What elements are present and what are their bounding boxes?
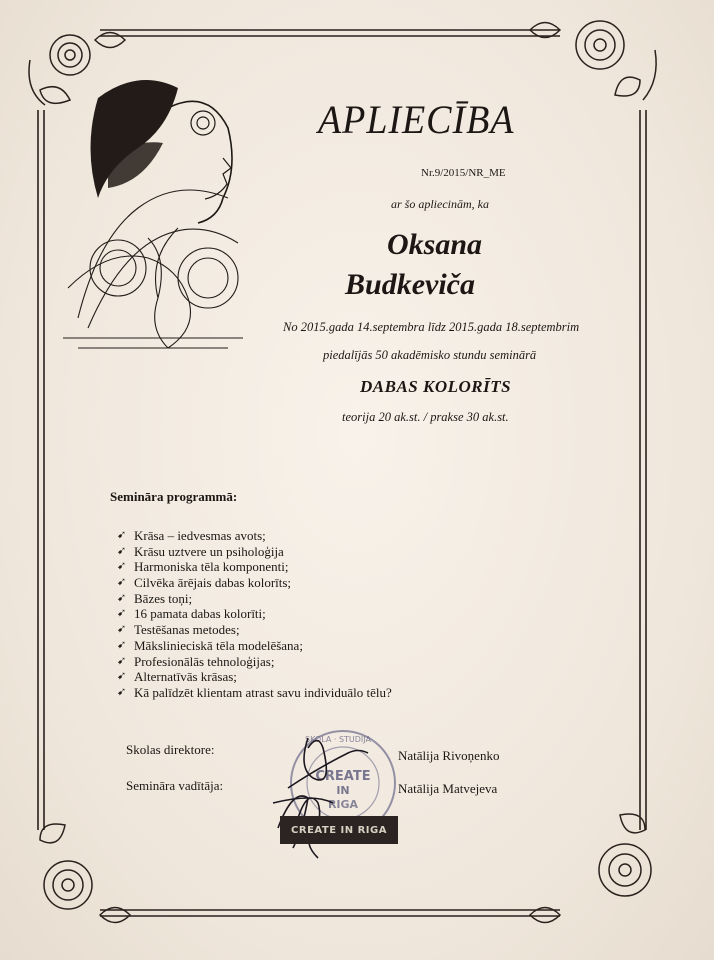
program-item-label: Alternatīvās krāsas;	[134, 669, 237, 685]
program-item-label: Krāsu uztvere un psiholoģija	[134, 543, 284, 559]
bottom-right-rose-icon	[530, 814, 651, 923]
program-item-label: Profesionālās tehnoloģijas;	[134, 653, 275, 669]
program-item	[117, 528, 392, 544]
arrow-bullet-icon: ➹	[117, 529, 127, 541]
recipient-first-name: Oksana	[387, 228, 483, 261]
leader-name: Natālija Matvejeva	[398, 781, 498, 796]
participation-text: piedalījās 50 akadēmisko stundu seminārā	[323, 348, 537, 362]
program-item	[117, 544, 392, 560]
arrow-bullet-icon: ➹	[117, 638, 127, 651]
arrow-bullet-icon: ➹	[117, 576, 127, 589]
program-item	[117, 638, 392, 654]
hours-breakdown: teorija 20 ak.st. / prakse 30 ak.st.	[342, 410, 509, 424]
arrow-bullet-icon: ➹	[117, 670, 127, 683]
director-label: Skolas direktore:	[126, 742, 215, 757]
program-item-label: Testēšanas metodes;	[134, 622, 240, 638]
portrait-illustration	[58, 68, 248, 358]
director-name: Natālija Rivoņenko	[398, 748, 500, 763]
program-item	[117, 575, 392, 591]
arrow-bullet-icon: ➹	[117, 607, 127, 620]
program-item	[117, 606, 392, 622]
seminar-name: DABAS KOLORĪTS	[360, 377, 512, 396]
leader-label: Semināra vadītāja:	[126, 778, 224, 793]
program-item-label: Mākslinieciskā tēla modelēšana;	[134, 637, 303, 653]
program-item-label: Harmoniska tēla komponenti;	[134, 559, 289, 575]
stamp-line3: RIGA	[327, 798, 359, 811]
program-item-label: Cilvēka ārējais dabas kolorīts;	[134, 575, 292, 591]
school-stamp	[268, 728, 408, 868]
program-item-label: Kā palīdzēt klientam atrast savu individuālo tēlu?	[134, 684, 392, 700]
arrow-bullet-icon: ➹	[117, 654, 127, 667]
stamp-line1: CREATE	[315, 769, 371, 784]
program-item	[117, 559, 392, 575]
arrow-bullet-icon: ➹	[117, 591, 127, 604]
arrow-bullet-icon: ➹	[117, 560, 127, 573]
stamp-line2: IN	[336, 784, 350, 797]
program-item	[117, 654, 392, 670]
intro-text: ar šo apliecinām, ka	[391, 197, 489, 211]
brand-badge: CREATE IN RIGA	[280, 816, 398, 844]
arrow-bullet-icon: ➹	[117, 544, 127, 557]
program-item	[117, 591, 392, 607]
program-item-label: 16 pamata dabas kolorīti;	[134, 606, 266, 622]
bottom-left-rose-icon	[40, 824, 130, 923]
program-item	[117, 685, 392, 701]
stamp-ring-text: SKOLA · STUDIJA	[305, 735, 371, 744]
date-range: No 2015.gada 14.septembra līdz 2015.gada 18.septembrim	[283, 320, 580, 334]
program-item-label: Bāzes toņi;	[134, 590, 193, 606]
program-item-label: Krāsa – iedvesmas avots;	[134, 528, 266, 543]
arrow-bullet-icon: ➹	[117, 623, 127, 636]
certificate-title: APLIECĪBA	[318, 97, 515, 142]
recipient-last-name: Budkeviča	[345, 268, 475, 301]
top-right-rose-icon	[530, 21, 656, 100]
program-list	[117, 528, 392, 701]
arrow-bullet-icon: ➹	[117, 685, 127, 698]
program-item	[117, 622, 392, 638]
document-number: Nr.9/2015/NR_ME	[421, 167, 506, 179]
program-item	[117, 669, 392, 685]
program-title: Semināra programmā:	[110, 489, 238, 504]
